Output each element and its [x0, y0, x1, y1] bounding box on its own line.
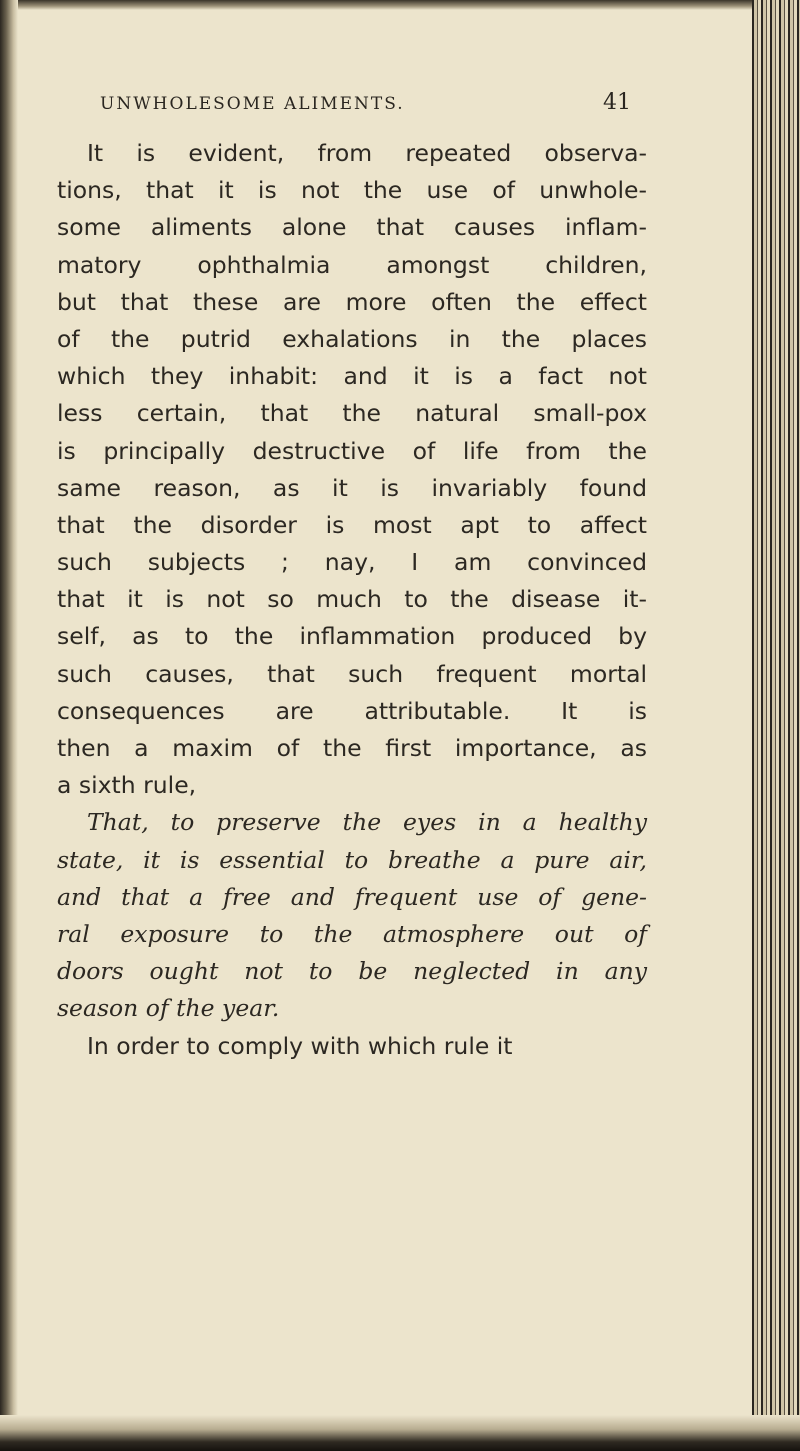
- page-gutter-shadow: [0, 0, 18, 1451]
- text-line: In order to comply with which rule it: [87, 1031, 513, 1060]
- running-head: UNWHOLESOME ALIMENTS.: [100, 94, 405, 114]
- text-line: then a maxim of the first importance, as: [57, 734, 647, 762]
- text-line: is principally destructive of life from the: [57, 436, 647, 465]
- page-bottom-shadow: [0, 1415, 800, 1451]
- paragraph-2: [57, 1028, 647, 1065]
- text-line: such subjects ; nay, I am convinced: [57, 548, 647, 577]
- page-header: [100, 90, 660, 120]
- page-number: 41: [603, 90, 631, 115]
- text-line: ral exposure to the atmosphere out of: [57, 919, 647, 948]
- text-line: but that these are more often the effect: [57, 287, 647, 316]
- text-line: less certain, that the natural small-pox: [57, 399, 647, 428]
- text-line: doors ought not to be neglected in any: [57, 957, 647, 986]
- text-line: that the disorder is most apt to affect: [57, 510, 647, 539]
- paragraph-1: [57, 135, 647, 804]
- page-edges-stack: [752, 0, 800, 1451]
- page-top-shadow: [0, 0, 800, 10]
- text-line: such causes, that such frequent mortal: [57, 659, 647, 688]
- text-line: of the putrid exhalations in the places: [57, 324, 647, 353]
- rule-italic: [57, 804, 647, 1027]
- body-text: [57, 135, 647, 1065]
- text-line: and that a free and frequent use of gene-: [57, 882, 647, 911]
- text-line: that it is not so much to the disease it-: [57, 585, 647, 614]
- text-line: season of the year.: [57, 994, 280, 1023]
- text-line: matory ophthalmia amongst children,: [57, 250, 647, 279]
- text-line: same reason, as it is invariably found: [57, 473, 647, 502]
- text-line: That, to preserve the eyes in a healthy: [87, 808, 647, 837]
- text-line: tions, that it is not the use of unwhole-: [57, 176, 647, 205]
- text-line: self, as to the inflammation produced by: [57, 622, 647, 651]
- text-line: consequences are attributable. It is: [57, 696, 647, 725]
- text-line: some aliments alone that causes inflam-: [57, 213, 647, 242]
- text-line: a sixth rule,: [57, 771, 197, 800]
- text-line: which they inhabit: and it is a fact not: [57, 362, 647, 391]
- text-line: It is evident, from repeated observa-: [87, 139, 647, 167]
- text-line: state, it is essential to breathe a pure air,: [57, 845, 647, 874]
